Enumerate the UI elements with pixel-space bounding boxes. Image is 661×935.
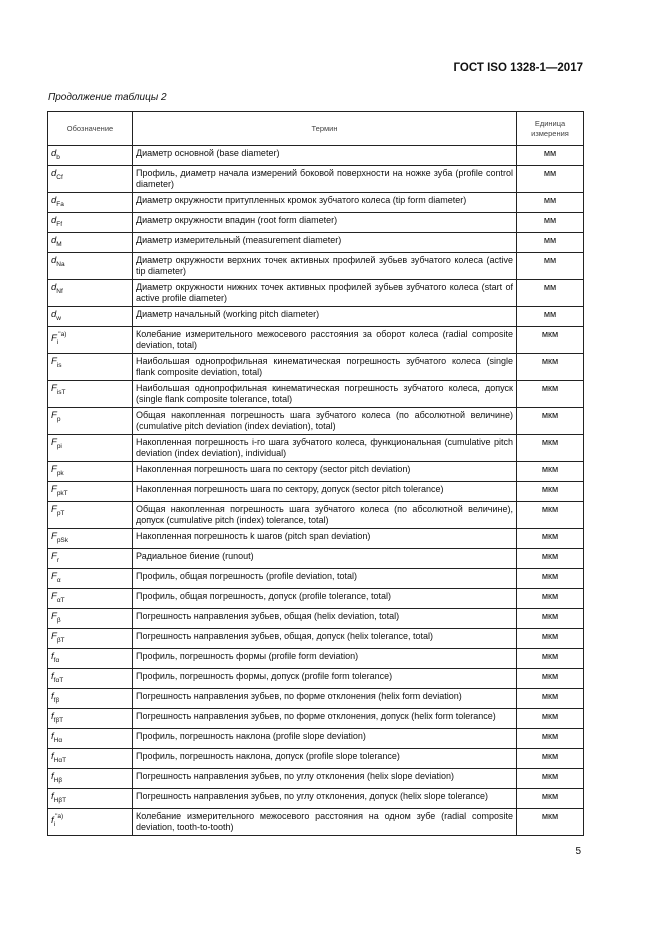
- term-cell: Диаметр окружности притупленных кромок зубчатого колеса (tip form diameter): [133, 193, 517, 213]
- table-row: [48, 435, 584, 462]
- symbol-cell: [48, 408, 133, 435]
- symbol-subscript: Nf: [56, 288, 63, 295]
- term-cell: Накопленная погрешность i-го шага зубчатого колеса, функциональная (cumulative pitch deviation (index deviation), individual): [133, 435, 517, 462]
- term-cell: Профиль, диаметр начала измерений боковой поверхности на ножке зуба (profile control diameter): [133, 166, 517, 193]
- symbol-cell: [48, 502, 133, 529]
- unit-cell: мм: [517, 307, 584, 327]
- term-cell: Диаметр измерительный (measurement diameter): [133, 233, 517, 253]
- table-row: [48, 569, 584, 589]
- unit-cell: мкм: [517, 482, 584, 502]
- table-row: [48, 193, 584, 213]
- symbol-subscript: Fa: [56, 201, 64, 208]
- table-continuation-caption: Продолжение таблицы 2: [48, 92, 167, 103]
- table-row: [48, 669, 584, 689]
- symbol-letter: f: [51, 791, 54, 802]
- unit-cell: мкм: [517, 689, 584, 709]
- symbol-subscript: p: [56, 416, 61, 423]
- symbol-cell: [48, 689, 133, 709]
- term-cell: Профиль, общая погрешность (profile deviation, total): [133, 569, 517, 589]
- table-row: [48, 280, 584, 307]
- column-header-term: Термин: [133, 112, 517, 146]
- table-row: [48, 769, 584, 789]
- table-row: [48, 327, 584, 354]
- document-id: ГОСТ ISO 1328-1—2017: [453, 62, 583, 74]
- table-row: [48, 589, 584, 609]
- symbol-letter: f: [51, 691, 54, 702]
- symbol-letter: F: [51, 437, 57, 448]
- symbol-subscript: b: [56, 154, 60, 161]
- column-header-symbol: Обозначение: [48, 112, 133, 146]
- symbol-cell: [48, 166, 133, 193]
- symbol-cell: [48, 769, 133, 789]
- symbol-cell: [48, 809, 133, 836]
- symbol-letter: F: [51, 356, 57, 367]
- table-row: [48, 549, 584, 569]
- term-cell: Погрешность направления зубьев, по углу отклонения, допуск (helix slope tolerance): [133, 789, 517, 809]
- symbol-letter: d: [51, 282, 57, 293]
- symbol-cell: [48, 669, 133, 689]
- symbol-cell: [48, 749, 133, 769]
- table-row: [48, 729, 584, 749]
- term-cell: Профиль, погрешность формы, допуск (profile form tolerance): [133, 669, 517, 689]
- table-header-row: [48, 112, 584, 146]
- symbol-subscript: isT: [56, 389, 66, 396]
- term-cell: Диаметр окружности верхних точек активных профилей зубьев зубчатого колеса (active tip diameter): [133, 253, 517, 280]
- symbol-subscript: αT: [56, 597, 65, 604]
- term-cell: Колебание измерительного межосевого расстояния на одном зубе (radial composite deviation, tooth-to-tooth): [133, 809, 517, 836]
- symbol-cell: [48, 629, 133, 649]
- symbol-subscript: Na: [56, 261, 65, 268]
- symbol-letter: d: [51, 215, 57, 226]
- term-cell: Погрешность направления зубьев, общая (helix deviation, total): [133, 609, 517, 629]
- symbol-letter: f: [51, 815, 54, 826]
- symbol-letter: f: [51, 751, 54, 762]
- table-row: [48, 609, 584, 629]
- table-row: [48, 709, 584, 729]
- term-cell: Диаметр окружности впадин (root form diameter): [133, 213, 517, 233]
- unit-cell: мкм: [517, 629, 584, 649]
- table-row: [48, 649, 584, 669]
- table-row: [48, 213, 584, 233]
- table-row: [48, 354, 584, 381]
- terms-table: [47, 111, 584, 836]
- unit-cell: мкм: [517, 589, 584, 609]
- symbol-subscript: HβT: [53, 797, 67, 804]
- table-row: [48, 809, 584, 836]
- table-row: [48, 789, 584, 809]
- symbol-letter: F: [51, 484, 57, 495]
- symbol-letter: F: [51, 531, 57, 542]
- table-row: [48, 381, 584, 408]
- term-cell: Погрешность направления зубьев, по форме отклонения, допуск (helix form tolerance): [133, 709, 517, 729]
- table-row: [48, 529, 584, 549]
- symbol-subscript: i: [56, 339, 59, 346]
- table-row: [48, 146, 584, 166]
- term-cell: Погрешность направления зубьев, по углу отклонения (helix slope deviation): [133, 769, 517, 789]
- symbol-letter: d: [51, 309, 57, 320]
- symbol-letter: F: [51, 410, 57, 421]
- symbol-letter: d: [51, 235, 57, 246]
- symbol-letter: F: [51, 571, 57, 582]
- term-cell: Диаметр основной (base diameter): [133, 146, 517, 166]
- table-row: [48, 253, 584, 280]
- symbol-subscript: i: [53, 821, 56, 828]
- unit-cell: мм: [517, 146, 584, 166]
- symbol-cell: [48, 789, 133, 809]
- unit-cell: мкм: [517, 809, 584, 836]
- symbol-cell: [48, 253, 133, 280]
- unit-cell: мм: [517, 213, 584, 233]
- unit-cell: мкм: [517, 709, 584, 729]
- symbol-subscript: β: [56, 617, 61, 624]
- unit-cell: мкм: [517, 354, 584, 381]
- symbol-letter: d: [51, 168, 57, 179]
- unit-cell: мкм: [517, 609, 584, 629]
- symbol-subscript: is: [56, 362, 62, 369]
- symbol-letter: f: [51, 671, 54, 682]
- symbol-letter: F: [51, 591, 57, 602]
- unit-cell: мкм: [517, 729, 584, 749]
- table-row: [48, 749, 584, 769]
- symbol-cell: [48, 709, 133, 729]
- table-row: [48, 166, 584, 193]
- symbol-subscript: pT: [56, 510, 65, 517]
- symbol-subscript: pk: [56, 470, 64, 477]
- table-row: [48, 482, 584, 502]
- unit-cell: мкм: [517, 435, 584, 462]
- symbol-cell: [48, 307, 133, 327]
- unit-cell: мм: [517, 253, 584, 280]
- unit-cell: мкм: [517, 789, 584, 809]
- symbol-cell: [48, 280, 133, 307]
- symbol-subscript: fβT: [53, 717, 64, 724]
- symbol-cell: [48, 529, 133, 549]
- term-cell: Погрешность направления зубьев, общая, допуск (helix tolerance, total): [133, 629, 517, 649]
- page-number: 5: [575, 846, 581, 857]
- symbol-cell: [48, 381, 133, 408]
- unit-cell: мкм: [517, 529, 584, 549]
- symbol-subscript: fαT: [53, 677, 64, 684]
- table-row: [48, 462, 584, 482]
- symbol-letter: F: [51, 383, 57, 394]
- symbol-cell: [48, 146, 133, 166]
- table-row: [48, 307, 584, 327]
- term-cell: Погрешность направления зубьев, по форме отклонения (helix form deviation): [133, 689, 517, 709]
- symbol-subscript: pi: [56, 443, 62, 450]
- symbol-subscript: βT: [56, 637, 65, 644]
- symbol-subscript: fβ: [53, 697, 60, 704]
- symbol-letter: f: [51, 771, 54, 782]
- symbol-letter: F: [51, 551, 57, 562]
- unit-cell: мм: [517, 233, 584, 253]
- term-cell: Профиль, погрешность наклона (profile slope deviation): [133, 729, 517, 749]
- symbol-cell: [48, 609, 133, 629]
- symbol-cell: [48, 213, 133, 233]
- term-cell: Общая накопленная погрешность шага зубчатого колеса (по абсолютной величине), допуск (cumulative pitch (index) tolerance, total): [133, 502, 517, 529]
- table-row: [48, 233, 584, 253]
- symbol-subscript: HαT: [53, 757, 67, 764]
- unit-cell: мкм: [517, 649, 584, 669]
- symbol-subscript: α: [56, 577, 61, 584]
- term-cell: Общая накопленная погрешность шага зубчатого колеса (по абсолютной величине) (cumulative pitch deviation (index deviation), total): [133, 408, 517, 435]
- table-row: [48, 689, 584, 709]
- term-cell: Профиль, общая погрешность, допуск (profile tolerance, total): [133, 589, 517, 609]
- symbol-letter: F: [51, 333, 57, 344]
- table-row: [48, 629, 584, 649]
- symbol-superscript: "a): [58, 331, 67, 338]
- unit-cell: мкм: [517, 569, 584, 589]
- symbol-subscript: pSk: [56, 537, 69, 544]
- symbol-cell: [48, 649, 133, 669]
- symbol-cell: [48, 193, 133, 213]
- term-cell: Радиальное биение (runout): [133, 549, 517, 569]
- symbol-cell: [48, 462, 133, 482]
- column-header-unit: Единица измерения: [517, 112, 584, 146]
- symbol-cell: [48, 589, 133, 609]
- symbol-subscript: w: [56, 315, 61, 322]
- symbol-subscript: r: [56, 557, 59, 564]
- symbol-subscript: fα: [53, 657, 60, 664]
- symbol-subscript: Cf: [56, 174, 63, 181]
- symbol-letter: f: [51, 731, 54, 742]
- symbol-cell: [48, 435, 133, 462]
- unit-cell: мм: [517, 193, 584, 213]
- symbol-letter: d: [51, 255, 57, 266]
- term-cell: Накопленная погрешность шага по сектору (sector pitch deviation): [133, 462, 517, 482]
- unit-cell: мкм: [517, 669, 584, 689]
- symbol-letter: f: [51, 651, 54, 662]
- symbol-cell: [48, 569, 133, 589]
- symbol-cell: [48, 549, 133, 569]
- term-cell: Диаметр начальный (working pitch diameter): [133, 307, 517, 327]
- symbol-cell: [48, 327, 133, 354]
- term-cell: Диаметр окружности нижних точек активных профилей зубьев зубчатого колеса (start of active profile diameter): [133, 280, 517, 307]
- symbol-letter: d: [51, 195, 57, 206]
- symbol-subscript: Hα: [53, 737, 63, 744]
- symbol-subscript: M: [56, 241, 62, 248]
- unit-cell: мкм: [517, 502, 584, 529]
- symbol-letter: f: [51, 711, 54, 722]
- table-row: [48, 502, 584, 529]
- term-cell: Накопленная погрешность шага по сектору, допуск (sector pitch tolerance): [133, 482, 517, 502]
- symbol-superscript: "a): [55, 813, 64, 820]
- unit-cell: мм: [517, 280, 584, 307]
- symbol-letter: F: [51, 611, 57, 622]
- symbol-subscript: Ff: [56, 221, 63, 228]
- symbol-letter: d: [51, 148, 57, 159]
- symbol-subscript: Hβ: [53, 777, 63, 784]
- unit-cell: мкм: [517, 749, 584, 769]
- unit-cell: мкм: [517, 549, 584, 569]
- unit-cell: мкм: [517, 462, 584, 482]
- symbol-cell: [48, 482, 133, 502]
- symbol-cell: [48, 233, 133, 253]
- unit-cell: мкм: [517, 408, 584, 435]
- unit-cell: мм: [517, 166, 584, 193]
- term-cell: Профиль, погрешность формы (profile form deviation): [133, 649, 517, 669]
- term-cell: Колебание измерительного межосевого расстояния за оборот колеса (radial composite deviation, total): [133, 327, 517, 354]
- symbol-letter: F: [51, 504, 57, 515]
- unit-cell: мкм: [517, 769, 584, 789]
- table-row: [48, 408, 584, 435]
- symbol-cell: [48, 354, 133, 381]
- term-cell: Наибольшая однопрофильная кинематическая погрешность зубчатого колеса (single flank composite deviation, total): [133, 354, 517, 381]
- unit-cell: мкм: [517, 327, 584, 354]
- symbol-subscript: pkT: [56, 490, 68, 497]
- unit-cell: мкм: [517, 381, 584, 408]
- term-cell: Профиль, погрешность наклона, допуск (profile slope tolerance): [133, 749, 517, 769]
- term-cell: Наибольшая однопрофильная кинематическая погрешность зубчатого колеса, допуск (single flank composite tolerance, total): [133, 381, 517, 408]
- symbol-letter: F: [51, 631, 57, 642]
- symbol-cell: [48, 729, 133, 749]
- term-cell: Накопленная погрешность k шагов (pitch span deviation): [133, 529, 517, 549]
- symbol-letter: F: [51, 464, 57, 475]
